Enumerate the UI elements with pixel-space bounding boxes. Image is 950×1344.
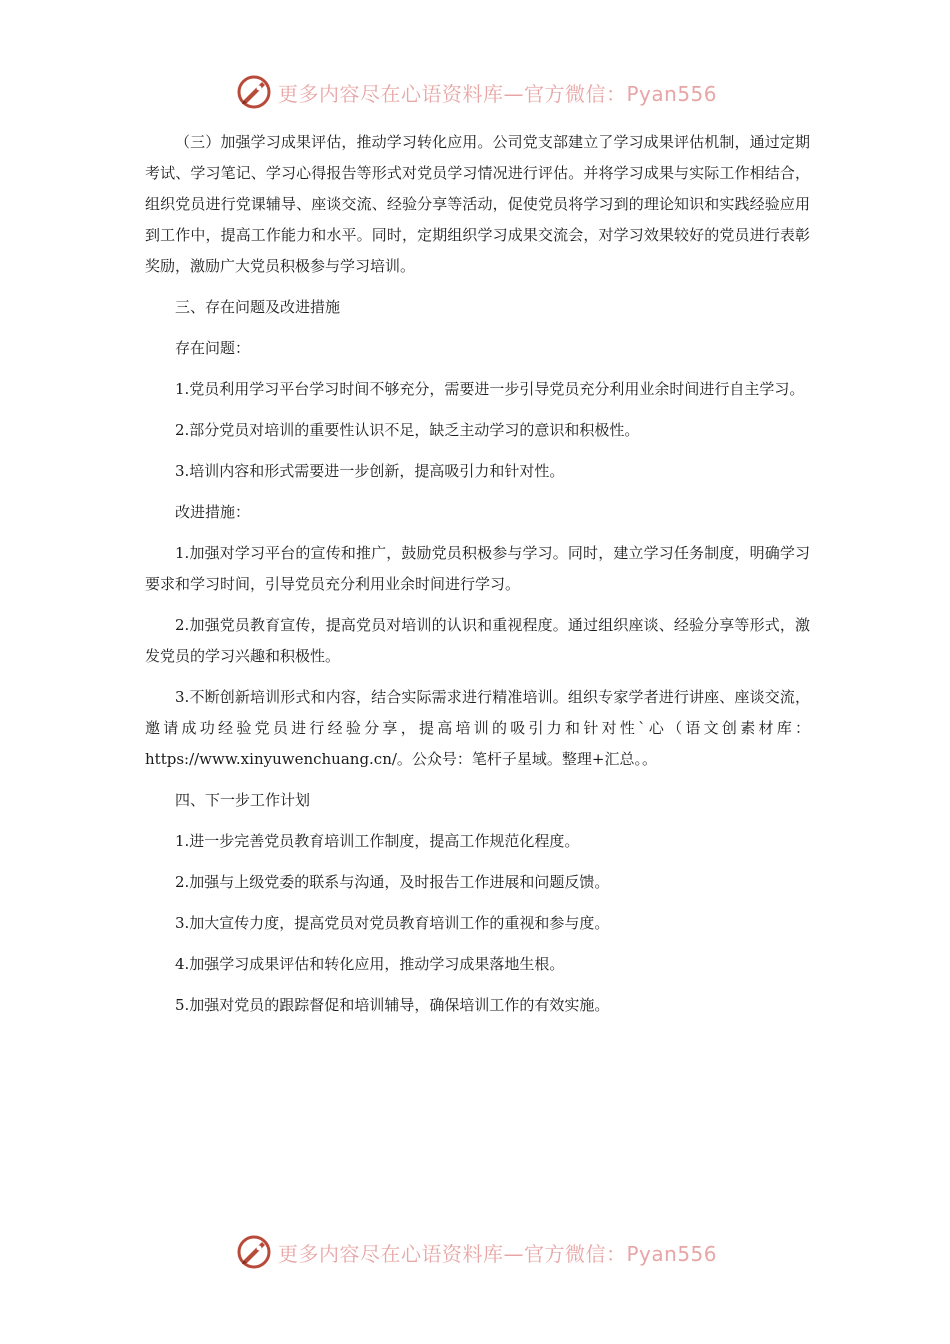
plan-item-5: 5.加强对党员的跟踪督促和培训辅导，确保培训工作的有效实施。 [175,996,610,1014]
paragraph-assessment: （三）加强学习成果评估，推动学习转化应用。公司党支部建立了学习成果评估机制，通过定期考试、学习笔记、学习心得报告等形式对党员学习情况进行评估。并将学习成果与实际工作相结合，组织党员进行党课辅导、座谈交流、经验分享等活动，促使党员将学习到的理论知识和实践经验应用到工作中，提高工作能力和水平。同时，定期组织学习成果交流会，对学习效果较好的党员进行表彰奖励，激励广大党员积极参与学习培训。 [145,133,810,275]
plan-item-4: 4.加强学习成果评估和转化应用，推动学习成果落地生根。 [175,955,565,973]
measure-item-1: 1.加强对学习平台的宣传和推广，鼓励党员积极参与学习。同时，建立学习任务制度，明确学习要求和学习时间，引导党员充分利用业余时间进行学习。 [145,544,810,593]
measure-item-3: 3.不断创新培训形式和内容，结合实际需求进行精准培训。组织专家学者进行讲座、座谈交流，邀请成功经验党员进行经验分享，提高培训的吸引力和针对性`心（语文创素材库：https://www.xinyuwenchuang.cn/。公众号：笔杆子星域。整理+汇总。。 [145,688,810,768]
footer-banner [236,1232,756,1272]
problem-item-1: 1.党员利用学习平台学习时间不够充分，需要进一步引导党员充分利用业余时间进行自主学习。 [175,380,805,398]
document-body [145,127,810,1031]
problem-item-3: 3.培训内容和形式需要进一步创新，提高吸引力和针对性。 [175,462,565,480]
heading-next-plan: 四、下一步工作计划 [175,791,311,809]
plan-item-3: 3.加大宣传力度，提高党员对党员教育培训工作的重视和参与度。 [175,914,610,932]
subheading-problems: 存在问题： [175,339,251,357]
header-banner [236,72,756,112]
header-banner-text: 更多内容尽在心语资料库—官方微信：Pyan556 [278,81,718,106]
plan-item-2: 2.加强与上级党委的联系与沟通，及时报告工作进展和问题反馈。 [175,873,610,891]
heading-problems-measures: 三、存在问题及改进措施 [175,298,341,316]
problem-item-2: 2.部分党员对培训的重要性认识不足，缺乏主动学习的意识和积极性。 [175,421,640,439]
pen-logo-icon [236,1234,272,1270]
pen-logo-icon [236,74,272,110]
subheading-measures: 改进措施： [175,503,251,521]
measure-item-2: 2.加强党员教育宣传，提高党员对培训的认识和重视程度。通过组织座谈、经验分享等形式，激发党员的学习兴趣和积极性。 [145,616,810,665]
plan-item-1: 1.进一步完善党员教育培训工作制度，提高工作规范化程度。 [175,832,580,850]
footer-banner-text: 更多内容尽在心语资料库—官方微信：Pyan556 [278,1241,718,1266]
